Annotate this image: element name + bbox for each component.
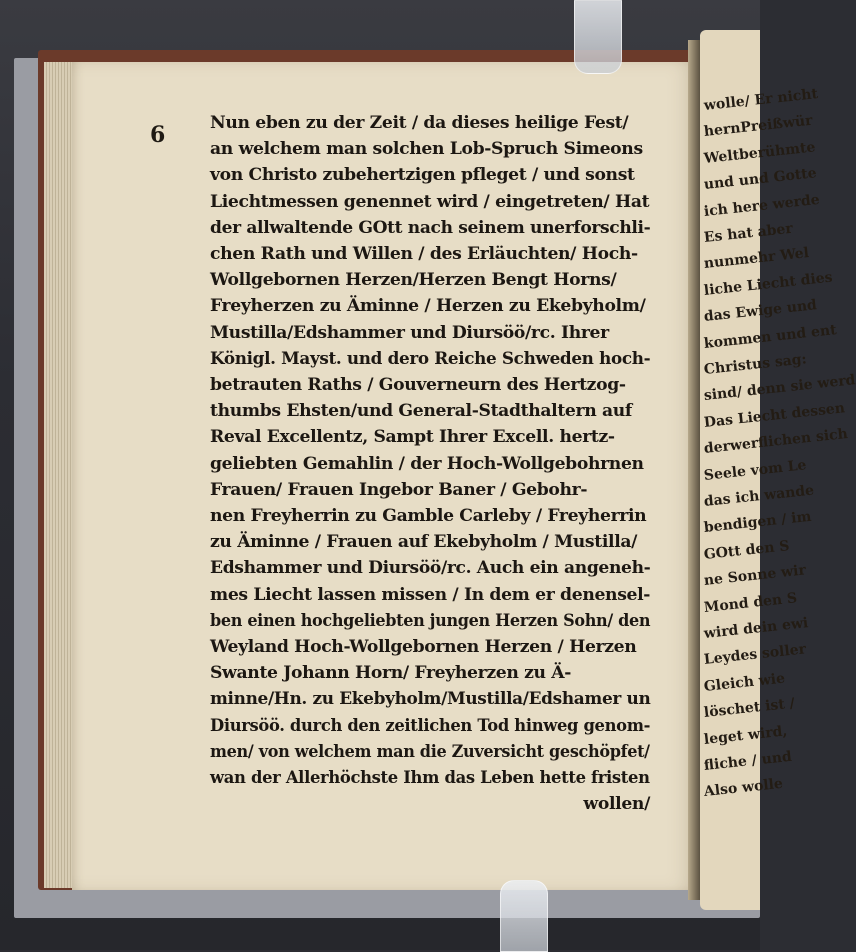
text-line: geliebten Gemahlin / der Hoch-Wollgebohrnen [210, 453, 644, 474]
facing-text-line: Gleich wie [703, 670, 786, 695]
facing-text-line: derwerflichen sich [703, 426, 849, 458]
facing-text-line: Es hat aber [703, 220, 794, 246]
page-clip-bottom [500, 880, 548, 952]
facing-text-line: GOtt den S [703, 537, 791, 563]
text-line: der allwaltende GOtt nach seinem unerforschli- [210, 217, 651, 238]
text-line: Swante Johann Horn/ Freyherzen zu Ä- [210, 663, 572, 684]
facing-text-line: leget wird, [703, 722, 789, 748]
text-line: minne/Hn. zu Ekebyholm/Mustilla/Edshamer un [210, 689, 651, 710]
book-page-right [700, 30, 856, 910]
facing-text-line: liche Liecht dies [703, 269, 834, 299]
facing-text-line: Seele vom Le [703, 456, 808, 484]
facing-text-line: Leydes soller [703, 641, 807, 669]
facing-text-line: das ich wande [703, 482, 815, 510]
facing-text-line: ich here werde [703, 191, 821, 220]
facing-text-line: kommen und ent [703, 321, 838, 352]
text-line: chen Rath und Willen / des Erläuchten/ Hoch- [210, 244, 638, 265]
text-line: Königl. Mayst. und dero Reiche Schweden hoch- [210, 348, 651, 369]
text-line: nen Freyherrin zu Gamble Carleby / Freyherrin [210, 506, 647, 527]
facing-text-line: wird dein ewi [703, 615, 810, 642]
page-number: 6 [150, 122, 166, 148]
text-line: Reval Excellentz, Sampt Ihrer Excell. hertz- [210, 427, 615, 448]
text-line: Liechtmessen genennet wird / eingetreten/ Hat [210, 191, 650, 212]
text-line: men/ von welchem man die Zuversicht geschöpfet/ [210, 741, 650, 762]
page-clip-top [574, 0, 622, 74]
page-text-block [210, 110, 650, 817]
text-line: Freyherzen zu Äminne / Herzen zu Ekebyholm/ [210, 296, 646, 317]
facing-text-line: hernPreißwür [703, 113, 814, 141]
text-line: thumbs Ehsten/und General-Stadthaltern auf [210, 401, 632, 422]
text-line: Wollgebornen Herzen/Herzen Bengt Horns/ [210, 270, 617, 291]
text-line: Edshammer und Diursöö/rc. Auch ein angeneh- [210, 558, 651, 579]
facing-text-line: löschet ist / [703, 695, 796, 722]
facing-text-line: und und Gotte [703, 165, 818, 194]
text-line: wollen/ [583, 794, 650, 815]
text-line: ben einen hochgeliebten jungen Herzen Sohn/ den [210, 610, 651, 631]
text-line: betrauten Raths / Gouverneurn des Hertzog- [210, 375, 626, 396]
facing-text-line: bendigen / im [703, 509, 813, 537]
facing-text-line: das Ewige und [703, 297, 818, 326]
facing-text-line: wolle/ Er nicht [703, 86, 819, 114]
facing-text-line: fliche / und [703, 748, 793, 774]
text-line: Diursöö. durch den zeitlichen Tod hinweg genom- [210, 715, 651, 736]
text-line: an welchem man solchen Lob-Spruch Simeons [210, 139, 643, 160]
facing-text-line: Christus sag: [703, 351, 808, 378]
text-line: mes Liecht lassen missen / In dem er denensel- [210, 584, 651, 605]
facing-text-line: Mond den S [703, 589, 798, 616]
facing-text-line: Also wolle [703, 776, 784, 801]
text-line: Nun eben zu der Zeit / da dieses heilige Fest/ [210, 113, 629, 133]
text-line: Mustilla/Edshammer und Diursöö/rc. Ihrer [210, 322, 609, 343]
text-line: Frauen/ Frauen Ingebor Baner / Gebohr- [210, 479, 588, 500]
facing-text-line: Weltberühmte [703, 139, 817, 167]
facing-text-line: Das Liecht dessen [703, 400, 846, 431]
text-line: Weyland Hoch-Wollgebornen Herzen / Herzen [210, 637, 637, 658]
text-line: von Christo zubehertzigen pfleget / und sonst [210, 165, 635, 186]
facing-text-line: sind/ denn sie werd [703, 372, 856, 405]
text-line: wan der Allerhöchste Ihm das Leben hette fristen [210, 768, 650, 789]
facing-text-line: nunmehr Wel [703, 245, 810, 273]
text-line: zu Äminne / Frauen auf Ekebyholm / Mustilla/ [210, 532, 638, 553]
facing-text-line: ne Sonne wir [703, 562, 807, 590]
